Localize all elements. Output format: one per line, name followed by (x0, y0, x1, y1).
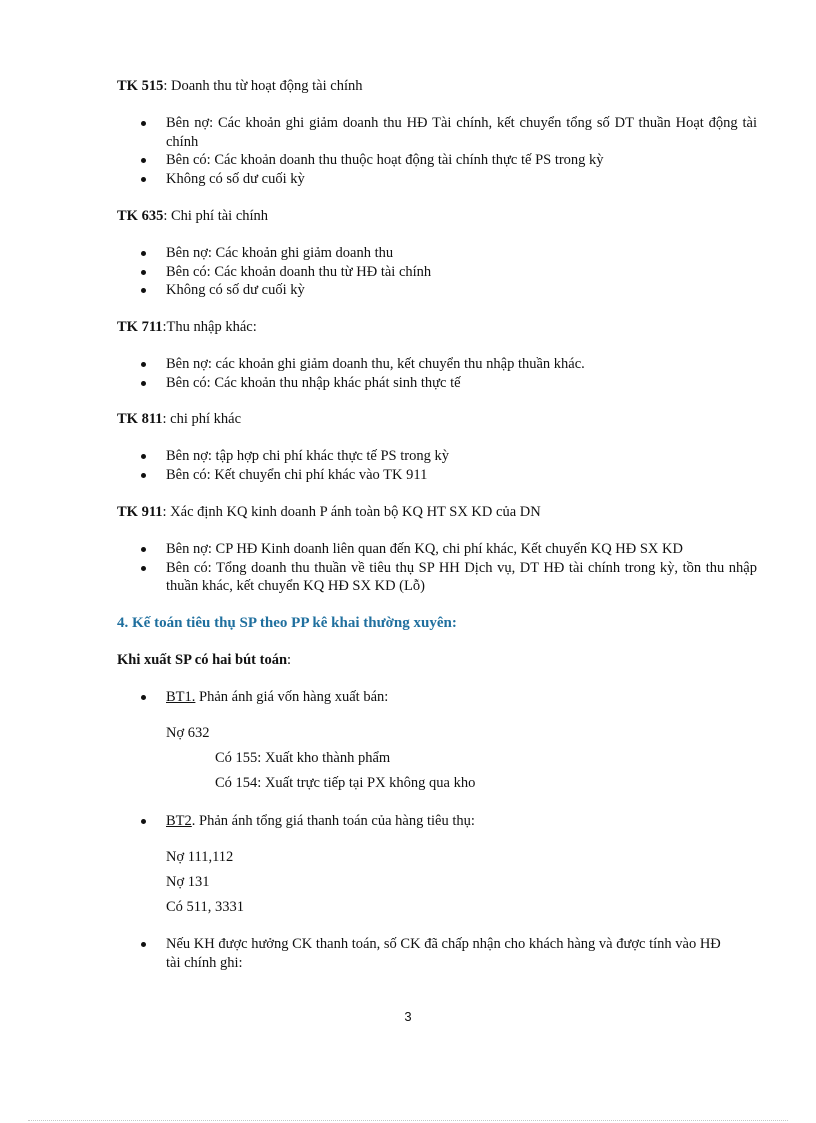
page-number: 3 (404, 1009, 412, 1024)
account-code: TK 911 (117, 504, 163, 520)
journal-line: Có 155: Xuất kho thành phẩm (215, 750, 391, 766)
list-item (117, 114, 757, 151)
list-bt1 (117, 688, 757, 707)
journal-line: Nợ 131 (166, 874, 210, 890)
subtitle-suffix: : (287, 652, 292, 668)
bt2-label: BT2 (166, 813, 192, 829)
list-tk811 (117, 447, 757, 484)
account-desc: : Chi phí tài chính (163, 208, 269, 224)
list-item-text: Bên nợ: CP HĐ Kinh doanh liên quan đến KQ, chi phí khác, Kết chuyển KQ HĐ SX KD (166, 541, 683, 557)
bullet-icon (141, 547, 146, 552)
list-tk911 (117, 540, 757, 596)
bullet-icon (141, 566, 146, 571)
heading-tk911 (117, 503, 757, 521)
list-tk515 (117, 114, 757, 188)
list-item (117, 281, 757, 300)
list-item-bt2 (117, 812, 757, 831)
list-item-text: Bên nợ: tập hợp chi phí khác thực tế PS trong kỳ (166, 448, 449, 464)
journal-line: Có 154: Xuất trực tiếp tại PX không qua kho (215, 775, 476, 791)
list-tk711 (117, 355, 757, 392)
bullet-icon (141, 270, 146, 275)
bullet-icon (141, 158, 146, 163)
account-code: TK 635 (117, 208, 164, 224)
bullet-icon (141, 288, 146, 293)
list-item-text: Bên nợ: Các khoản ghi giảm doanh thu (166, 245, 394, 261)
bullet-icon (141, 819, 146, 824)
bullet-icon (141, 177, 146, 182)
list-item (117, 170, 757, 189)
journal-line: Có 511, 3331 (166, 899, 245, 915)
heading-tk515 (117, 77, 757, 95)
list-item (117, 374, 757, 393)
account-desc: : Doanh thu từ hoạt động tài chính (163, 78, 363, 94)
bullet-icon (141, 362, 146, 367)
discount-text: Nếu KH được hưởng CK thanh toán, số CK đã chấp nhận cho khách hàng và được tính vào HĐ tài chính ghi: (166, 936, 721, 971)
list-item-text: Không có số dư cuối kỳ (166, 170, 305, 187)
heading-tk635 (117, 207, 757, 225)
list-bt2 (117, 812, 757, 831)
bullet-icon (141, 121, 146, 126)
list-item-text: Bên nợ: Các khoản ghi giảm doanh thu HĐ Tài chính, kết chuyển tổng số DT thuần Hoạt động tài chính (166, 115, 757, 150)
account-code: TK 711 (117, 319, 163, 335)
journal-line: Nợ 111,112 (166, 849, 234, 865)
list-item-bt1 (117, 688, 757, 707)
page-bottom-divider (28, 1120, 788, 1121)
list-item (117, 466, 757, 485)
list-item-text: Bên có: Tổng doanh thu thuần về tiêu thụ SP HH Dịch vụ, DT HĐ tài chính trong kỳ, tồn thu nhập thuần khác, kết chuyển KQ HĐ SX KD (Lỗ) (166, 559, 757, 594)
list-item-text: Bên có: Các khoản thu nhập khác phát sinh thực tế (166, 374, 461, 391)
list-item-discount (117, 935, 737, 972)
list-item (117, 447, 757, 466)
list-item-text: Bên có: Các khoản doanh thu thuộc hoạt động tài chính thực tế PS trong kỳ (166, 152, 604, 168)
list-item (117, 355, 757, 374)
bullet-icon (141, 695, 146, 700)
heading-tk811 (117, 410, 757, 428)
heading-tk711 (117, 318, 757, 336)
bt2-text: . Phản ánh tổng giá thanh toán của hàng tiêu thụ: (191, 813, 475, 829)
bt1-label: BT1. (166, 689, 196, 705)
list-item (117, 263, 757, 282)
account-desc: :Thu nhập khác: (162, 319, 257, 335)
list-item-text: Bên nợ: các khoản ghi giảm doanh thu, kết chuyển thu nhập thuần khác. (166, 356, 585, 372)
list-item-text: Không có số dư cuối kỳ (166, 282, 305, 298)
section-subtitle (117, 651, 757, 669)
subtitle-bold: Khi xuất SP có hai bút toán (117, 652, 288, 668)
bt1-text: Phản ánh giá vốn hàng xuất bán: (195, 689, 389, 705)
bullet-icon (141, 381, 146, 386)
account-desc: : chi phí khác (162, 411, 242, 427)
account-code: TK 515 (117, 78, 164, 94)
account-desc: : Xác định KQ kinh doanh P ánh toàn bộ KQ HT SX KD của DN (162, 504, 541, 520)
journal-line: Nợ 632 (166, 725, 210, 741)
bullet-icon (141, 473, 146, 478)
bullet-icon (141, 251, 146, 256)
list-item-text: Bên có: Kết chuyển chi phí khác vào TK 911 (166, 466, 428, 483)
list-item (117, 151, 757, 170)
bullet-icon (141, 454, 146, 459)
list-item-text: Bên có: Các khoản doanh thu từ HĐ tài chính (166, 263, 432, 280)
bullet-icon (141, 942, 146, 947)
list-discount (117, 935, 737, 972)
section-title: 4. Kế toán tiêu thụ SP theo PP kê khai thường xuyên: (117, 615, 457, 631)
list-tk635 (117, 244, 757, 300)
list-item (117, 559, 757, 596)
list-item (117, 244, 757, 263)
list-item (117, 540, 757, 559)
account-code: TK 811 (117, 411, 163, 427)
